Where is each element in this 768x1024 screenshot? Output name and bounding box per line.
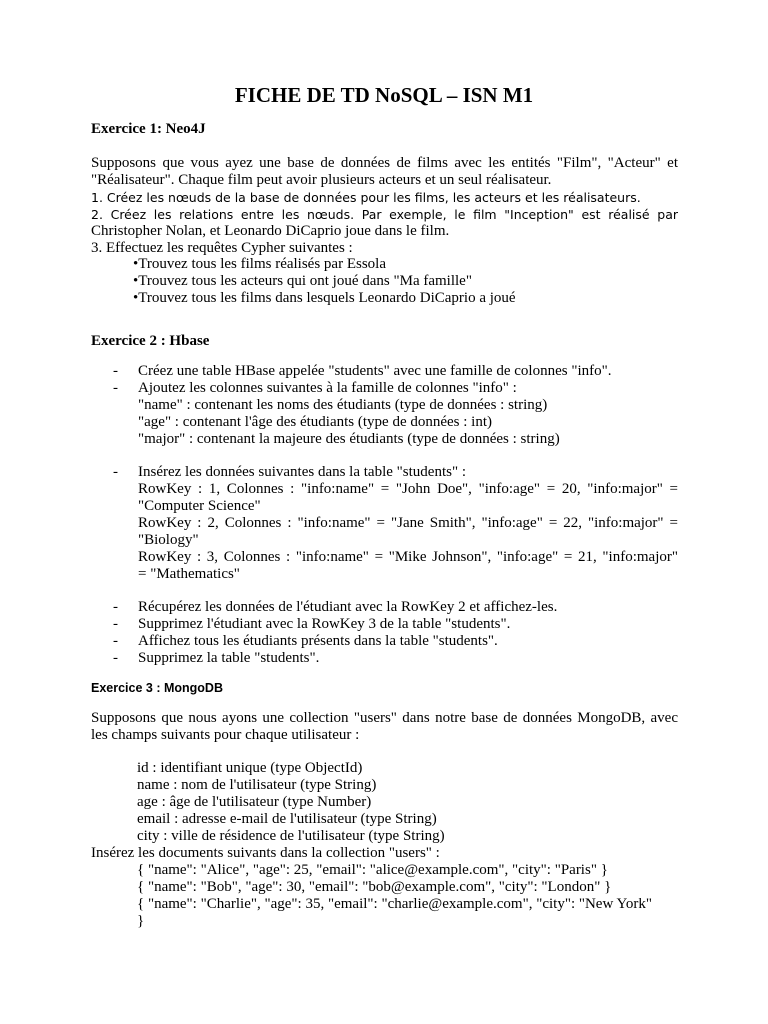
ex3-intro-line1: Supposons que nous ayons une collection "users" dans notre base de données MongoDB, avec xyxy=(91,710,678,726)
ex1-heading: Exercice 1: Neo4J xyxy=(91,121,206,137)
ex1-item2-line2: Christopher Nolan, et Leonardo DiCaprio joue dans le film. xyxy=(91,223,450,239)
ex1-query1: •Trouvez tous les films réalisés par Essola xyxy=(133,256,386,272)
ex3-doc-bob: { "name": "Bob", "age": 30, "email": "bob@example.com", "city": "London" } xyxy=(137,879,612,895)
bullet-dash: - xyxy=(113,464,118,480)
ex2-row2-line1: RowKey : 2, Colonnes : "info:name" = "Jane Smith", "info:age" = 22, "info:major" = xyxy=(138,515,678,531)
bullet-dash: - xyxy=(113,599,118,615)
ex2-col-age: "age" : contenant l'âge des étudiants (type de données : int) xyxy=(138,414,493,430)
ex2-bullet3: Insérez les données suivantes dans la table "students" : xyxy=(138,464,466,480)
ex3-doc-alice: { "name": "Alice", "age": 25, "email": "alice@example.com", "city": "Paris" } xyxy=(137,862,608,878)
ex2-bullet5: Supprimez l'étudiant avec la RowKey 3 de la table "students". xyxy=(138,616,511,632)
ex3-insert-instruction: Insérez les documents suivants dans la collection "users" : xyxy=(91,845,440,861)
ex2-col-name: "name" : contenant les noms des étudiants (type de données : string) xyxy=(138,397,548,413)
ex1-intro-line1: Supposons que vous ayez une base de données de films avec les entités "Film", "Acteur" et xyxy=(91,155,678,171)
ex1-query3: •Trouvez tous les films dans lesquels Leonardo DiCaprio a joué xyxy=(133,290,516,306)
ex3-field-age: age : âge de l'utilisateur (type Number) xyxy=(137,794,372,810)
ex3-field-id: id : identifiant unique (type ObjectId) xyxy=(137,760,363,776)
ex2-row2-line2: "Biology" xyxy=(138,532,199,548)
ex2-row1-line2: "Computer Science" xyxy=(138,498,261,514)
ex1-item1: 1. Créez les nœuds de la base de données pour les films, les acteurs et les réalisateurs. xyxy=(91,190,641,205)
ex3-field-email: email : adresse e-mail de l'utilisateur (type String) xyxy=(137,811,437,827)
bullet-dash: - xyxy=(113,380,118,396)
ex2-row3-line1: RowKey : 3, Colonnes : "info:name" = "Mike Johnson", "info:age" = 21, "info:major" xyxy=(138,549,678,565)
ex1-item3: 3. Effectuez les requêtes Cypher suivantes : xyxy=(91,240,353,256)
bullet-dash: - xyxy=(113,616,118,632)
ex3-doc-charlie: { "name": "Charlie", "age": 35, "email": "charlie@example.com", "city": "New York" xyxy=(137,896,652,912)
ex2-bullet7: Supprimez la table "students". xyxy=(138,650,320,666)
bullet-dash: - xyxy=(113,650,118,666)
ex2-col-major: "major" : contenant la majeure des étudiants (type de données : string) xyxy=(138,431,560,447)
ex3-intro-line2: les champs suivants pour chaque utilisateur : xyxy=(91,727,360,743)
ex2-row1-line1: RowKey : 1, Colonnes : "info:name" = "John Doe", "info:age" = 20, "info:major" = xyxy=(138,481,678,497)
bullet-dash: - xyxy=(113,633,118,649)
ex3-heading: Exercice 3 : MongoDB xyxy=(91,681,223,695)
ex2-bullet2: Ajoutez les colonnes suivantes à la famille de colonnes "info" : xyxy=(138,380,517,396)
bullet-dash: - xyxy=(113,363,118,379)
ex3-field-city: city : ville de résidence de l'utilisateur (type String) xyxy=(137,828,445,844)
page-title: FICHE DE TD NoSQL – ISN M1 xyxy=(234,83,534,107)
ex2-heading: Exercice 2 : Hbase xyxy=(91,333,210,349)
ex3-field-name: name : nom de l'utilisateur (type String) xyxy=(137,777,377,793)
ex1-item2-line1: 2. Créez les relations entre les nœuds. Par exemple, le film "Inception" est réalisé par xyxy=(91,207,678,222)
ex1-intro-line2: "Réalisateur". Chaque film peut avoir plusieurs acteurs et un seul réalisateur. xyxy=(91,172,552,188)
ex2-bullet4: Récupérez les données de l'étudiant avec la RowKey 2 et affichez-les. xyxy=(138,599,558,615)
ex3-doc-close-brace: } xyxy=(137,913,145,929)
ex2-row3-line2: = "Mathematics" xyxy=(138,566,240,582)
ex2-bullet6: Affichez tous les étudiants présents dans la table "students". xyxy=(138,633,498,649)
ex1-query2: •Trouvez tous les acteurs qui ont joué dans "Ma famille" xyxy=(133,273,472,289)
ex2-bullet1: Créez une table HBase appelée "students" avec une famille de colonnes "info". xyxy=(138,363,612,379)
